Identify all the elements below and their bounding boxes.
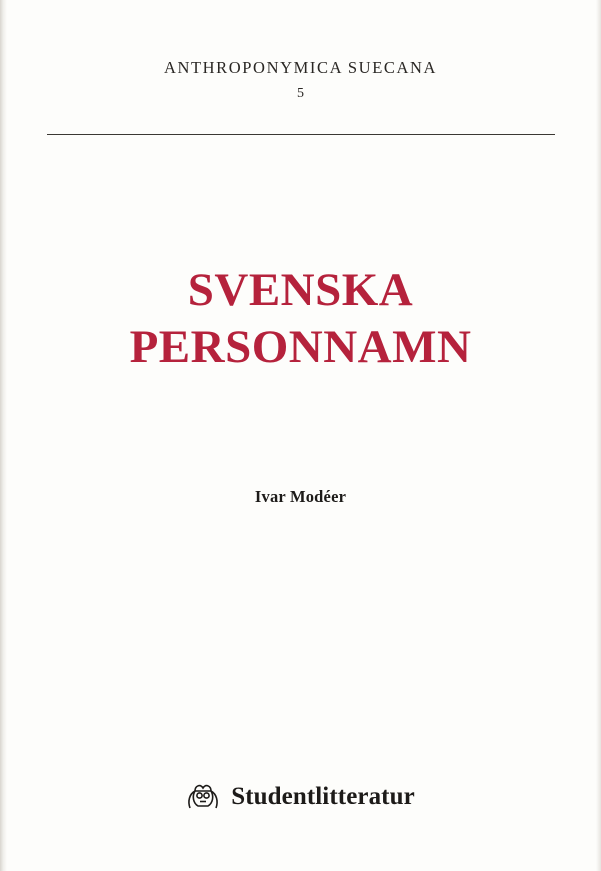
series-title: ANTHROPONYMICA SUECANA [163,58,438,77]
title-line-2: PERSONNAMN [129,321,472,374]
title-line-1: SVENSKA [187,264,414,316]
publisher-name: Studentlitteratur [231,783,415,810]
horizontal-rule [47,134,555,135]
publisher-block [0,782,601,812]
author-name: Ivar Modéer [254,487,347,506]
series-number: 5 [297,86,304,101]
page-title [0,262,601,377]
studentlitteratur-owl-logo-icon [186,782,220,812]
series-block [0,58,601,102]
